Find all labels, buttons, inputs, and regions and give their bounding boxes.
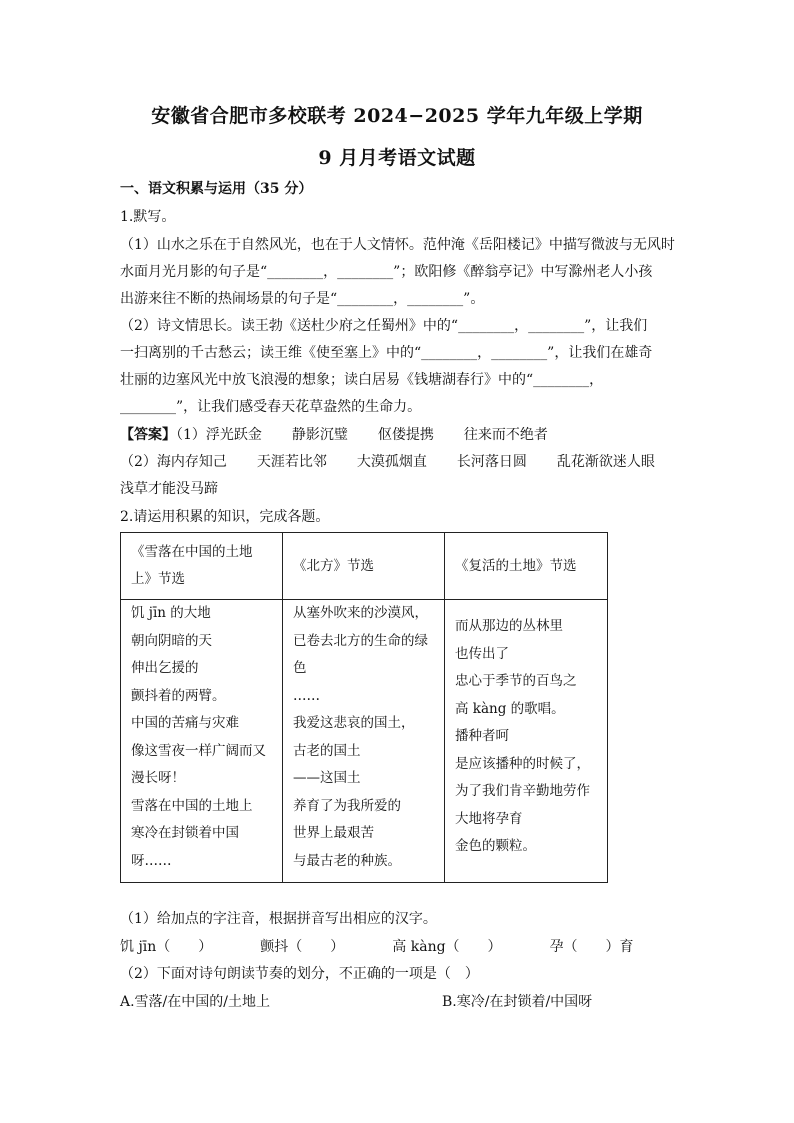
answer-item: 大漠孤烟直	[356, 454, 427, 470]
poem-line: 金色的颗粒。	[455, 838, 536, 854]
poem-line: 忠心于季节的百鸟之	[455, 673, 577, 689]
poem-line: 已卷去北方的生命的绿	[293, 632, 428, 649]
poem-line: 中国的苦痛与灾难	[131, 715, 239, 731]
answer-row-1	[120, 426, 548, 444]
answer-item: 天涯若比邻	[256, 454, 327, 470]
question-1-part1-line3: 出游来往不断的热闹场景的句子是“________，________”。	[120, 291, 485, 307]
answer-row-3: 浅草才能没马蹄	[120, 481, 218, 497]
question-2-sub2-label: （2）下面对诗句朗读节奏的划分，不正确的一项是（ ）	[120, 966, 479, 982]
poem-line: 雪落在中国的土地上	[131, 797, 253, 814]
poem-line: 伸出乞援的	[131, 660, 199, 676]
poem-line: 播种者呵	[455, 728, 509, 744]
answer-item: 伛偻提携	[377, 427, 434, 443]
answer-row-2	[120, 453, 655, 471]
question-2-sub1-items	[120, 938, 634, 956]
poem-line: 为了我们肯辛勤地劳作	[455, 783, 590, 799]
question-2-label: 2.请运用积累的知识，完成各题。	[120, 509, 330, 525]
poem-line: ——这国土	[293, 770, 361, 786]
poem-table-header-3: 《复活的土地》节选	[445, 533, 608, 600]
question-1-part2-line4: ________”，让我们感受春天花草盎然的生命力。	[120, 399, 422, 415]
answer-item: 往来而不绝者	[463, 427, 548, 443]
poem-line: 与最古老的种族。	[293, 852, 401, 869]
poem-cell-north	[283, 600, 445, 883]
poem-line: 颤抖着的两臂。	[131, 687, 226, 704]
poem-line: 是应该播种的时候了，	[455, 755, 590, 772]
poem-line: 高 kàng 的歌唱。	[455, 700, 565, 717]
question-1-part2-line3: 壮丽的边塞风光中放飞浪漫的想象；读白居易《钱塘湖春行》中的“________，	[120, 372, 604, 388]
poem-line: 我爱这悲哀的国土，	[293, 715, 415, 731]
poem-table	[120, 532, 608, 883]
pinyin-item: 饥 jīn（ ）	[120, 939, 213, 955]
poem-line: 漫长呀！	[131, 770, 185, 786]
exam-title-line2: 9 月月考语文试题	[318, 147, 476, 169]
answer-item: 静影沉璧	[291, 427, 348, 443]
poem-line: 饥 jīn 的大地	[131, 605, 211, 621]
answer-item: 长河落日圆	[456, 454, 527, 470]
question-1-part2-line1: （2）诗文情思长。读王勃《送杜少府之任蜀州》中的“________，________”，让我们	[120, 318, 648, 334]
poem-table-header-row	[121, 533, 608, 600]
poem-table-header-2: 《北方》节选	[283, 533, 445, 600]
poem-line: 呀……	[131, 852, 172, 869]
poem-line: 朝向阴暗的天	[131, 632, 212, 649]
poem-line: 寒冷在封锁着中国	[131, 825, 239, 841]
question-1-part1-line1: （1）山水之乐在于自然风光，也在于人文情怀。范仲淹《岳阳楼记》中描写微波与无风时	[120, 237, 675, 253]
poem-line: ……	[293, 687, 320, 704]
poem-cell-revival	[445, 600, 608, 883]
option-b: B.寒冷/在封锁着/中国呀	[442, 994, 593, 1010]
poem-line: 色	[293, 660, 307, 676]
poem-line: 世界上最艰苦	[293, 825, 374, 841]
option-a: A.雪落/在中国的/土地上	[120, 994, 270, 1010]
answer-label: 【答案】	[120, 427, 176, 443]
poem-line: 像这雪夜一样广阔而又	[131, 742, 266, 759]
answer-item: 乱花渐欲迷人眼	[556, 454, 655, 470]
poem-line: 也传出了	[455, 645, 509, 662]
question-1-part2-line2: 一扫离别的千古愁云；读王维《使至塞上》中的“________，________”，让我们在雄奇	[120, 345, 653, 361]
pinyin-item: 孕（ ）育	[549, 939, 634, 955]
poem-line: 而从那边的丛林里	[455, 618, 563, 634]
poem-table-body-row	[121, 600, 608, 883]
poem-line: 养育了为我所爱的	[293, 797, 401, 814]
poem-line: 大地将孕育	[455, 810, 523, 827]
pinyin-item: 颤抖（ ）	[260, 939, 345, 955]
pinyin-item: 高 kàng（ ）	[392, 939, 502, 955]
answer-item: （2）海内存知己	[120, 454, 227, 470]
poem-line: 从塞外吹来的沙漠风，	[293, 605, 428, 621]
question-1-part1-line2: 水面月光月影的句子是“________，________”；欧阳修《醉翁亭记》中写滁州老人小孩	[120, 264, 653, 280]
exam-title-line1: 安徽省合肥市多校联考 2024−2025 学年九年级上学期	[151, 105, 643, 127]
question-2-sub1-label: （1）给加点的字注音，根据拼音写出相应的汉字。	[120, 911, 437, 927]
poem-cell-snow	[121, 600, 283, 883]
section-heading: 一、语文积累与运用（35 分）	[120, 181, 313, 197]
poem-table-header-1: 《雪落在中国的土地 上》节选	[121, 533, 283, 600]
answer-item: （1）浮光跃金	[176, 427, 262, 443]
poem-line: 古老的国土	[293, 742, 361, 759]
question-1-label: 1.默写。	[120, 209, 176, 225]
